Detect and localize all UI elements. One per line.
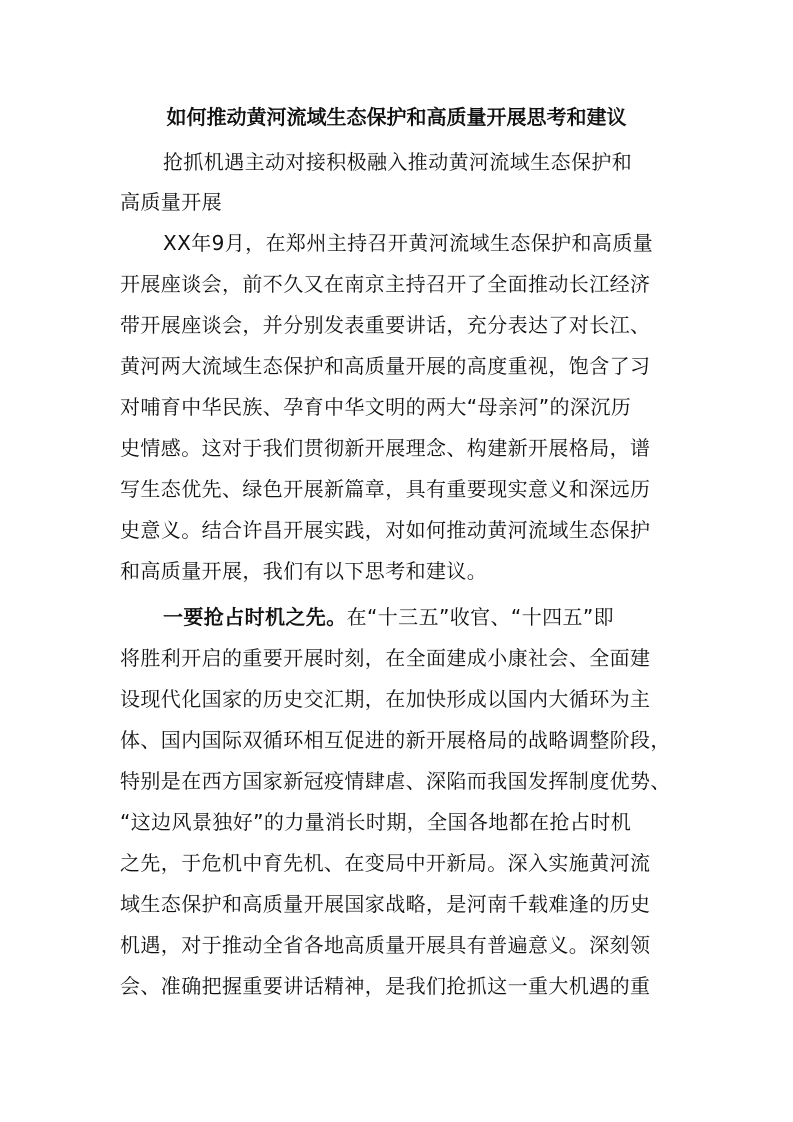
paragraph-2-line-2: 将胜利开启的重要开展时刻，在全面建成小康社会、全面建 xyxy=(120,646,651,670)
paragraph-2-line-9: 机遇，对于推动全省各地高质量开展具有普遍意义。深刻领 xyxy=(120,933,651,957)
paragraph-2-line-6: “这边风景独好”的力量消长时期，全国各地都在抢占时机 xyxy=(120,810,632,834)
paragraph-2-line-8: 域生态保护和高质量开展国家战略，是河南千载难逢的历史 xyxy=(120,892,651,916)
paragraph-2-line-10: 会、准确把握重要讲话精神，是我们抢抓这一重大机遇的重 xyxy=(120,974,651,998)
document-title: 如何推动黄河流域生态保护和高质量开展思考和建议 xyxy=(166,105,627,129)
paragraph-1-line-3: 带开展座谈会，并分别发表重要讲话，充分表达了对长江、 xyxy=(120,313,651,337)
paragraph-1-line-2: 开展座谈会，前不久又在南京主持召开了全面推动长江经济 xyxy=(120,272,651,296)
paragraph-1-line-4: 黄河两大流域生态保护和高质量开展的高度重视，饱含了习 xyxy=(120,354,651,378)
paragraph-2-line-7: 之先，于危机中育先机、在变局中开新局。深入实施黄河流 xyxy=(120,851,651,875)
paragraph-2-line-5: 特别是在西方国家新冠疫情肆虐、深陷而我国发挥制度优势、 xyxy=(120,769,671,793)
subtitle-line-1: 抢抓机遇主动对接积极融入推动黄河流域生态保护和 xyxy=(163,150,633,174)
paragraph-1-line-6: 史情感。这对于我们贯彻新开展理念、构建新开展格局，谱 xyxy=(120,436,651,460)
paragraph-2-heading: 一要抢占时机之先。 xyxy=(163,605,347,629)
paragraph-2-line-3: 设现代化国家的历史交汇期，在加快形成以国内大循环为主 xyxy=(120,687,651,711)
paragraph-1-line-5: 对哺育中华民族、孕育中华文明的两大“母亲河”的深沉历 xyxy=(120,395,632,419)
paragraph-1-line-8: 史意义。结合许昌开展实践，对如何推动黄河流域生态保护 xyxy=(120,518,651,542)
paragraph-2-line-4: 体、国内国际双循环相互促进的新开展格局的战略调整阶段， xyxy=(120,728,671,752)
paragraph-2-line-1 xyxy=(163,597,614,637)
paragraph-1-line-1: XX年9月，在郑州主持召开黄河流域生态保护和高质量 xyxy=(163,231,654,255)
subtitle-line-2: 高质量开展 xyxy=(120,190,222,214)
paragraph-1-line-7: 写生态优先、绿色开展新篇章，具有重要现实意义和深远历 xyxy=(120,477,651,501)
paragraph-1-line-9: 和高质量开展，我们有以下思考和建议。 xyxy=(120,559,488,583)
paragraph-2-first-text: 在“十三五”收官、“十四五”即 xyxy=(346,605,615,629)
